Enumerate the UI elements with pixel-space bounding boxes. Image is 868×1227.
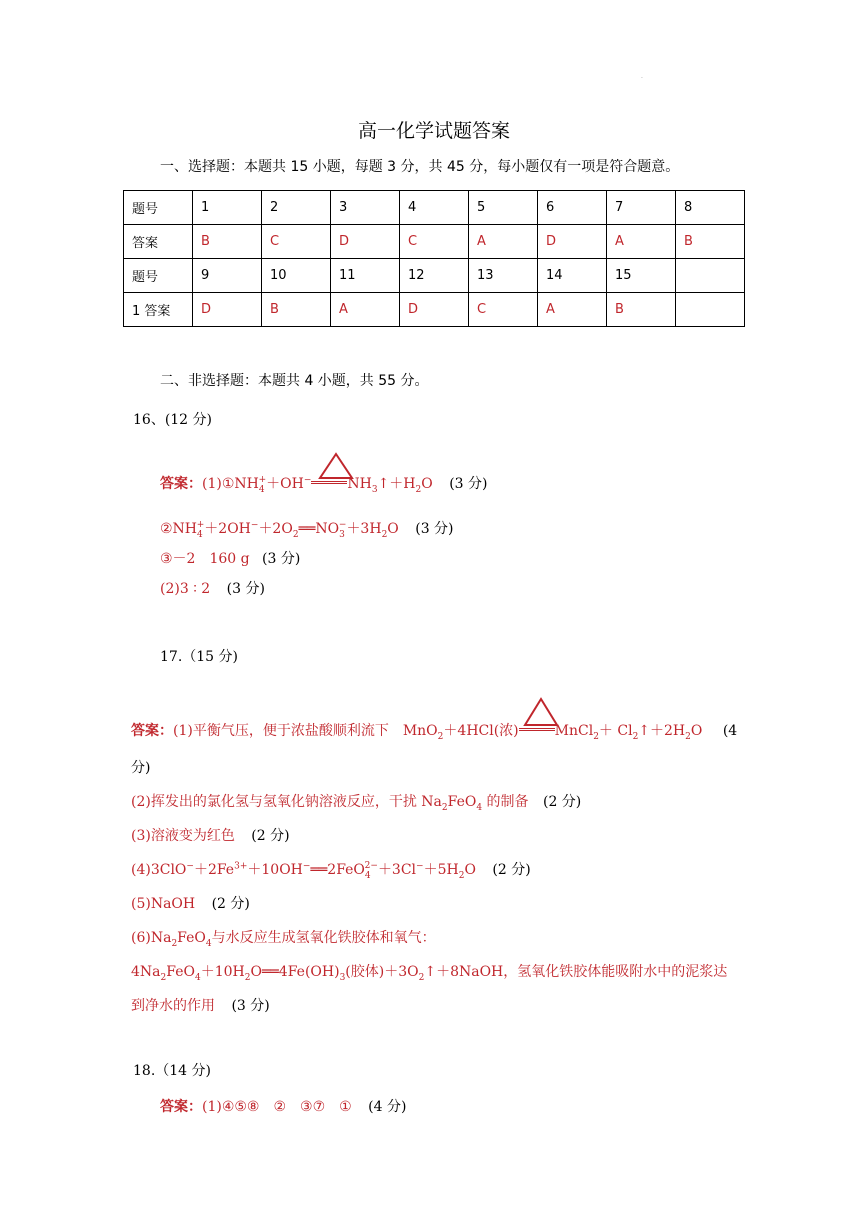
- answer-table-body: [124, 191, 745, 327]
- sub: 2: [171, 938, 178, 949]
- answer-cell: C: [262, 225, 331, 259]
- heating-triangle-icon: [523, 697, 559, 727]
- question-number-cell: 9: [193, 259, 262, 293]
- q17-l7-e: (胶体)＋3O: [345, 964, 419, 980]
- q16-line-3: [160, 548, 300, 568]
- q17-l6-b: FeO: [177, 930, 206, 946]
- q17-l2-c: 的制备: [486, 794, 529, 810]
- q16-heading: 16、(12 分): [133, 412, 213, 428]
- q17-l3: (3)溶液变为红色: [131, 828, 235, 844]
- sub: 2: [415, 484, 422, 495]
- answer-cell: B: [193, 225, 262, 259]
- q17-line-1-cont: [131, 757, 150, 777]
- q17-l4-f: ＋5H: [423, 862, 459, 878]
- answer-cell: B: [262, 293, 331, 327]
- q16-l4-score: (3 分): [226, 581, 265, 597]
- q16-l2-score: (3 分): [415, 521, 454, 537]
- q17-l5: (5)NaOH: [131, 896, 196, 912]
- q16-l2-d: ══NO: [298, 521, 340, 537]
- q17-line-6: [131, 927, 436, 949]
- q17-l4-d: ══2FeO: [310, 862, 365, 878]
- q16-answer-label: 答案：: [160, 476, 202, 492]
- page-title: 高一化学试题答案: [357, 120, 510, 142]
- table-row-header: 1 答案: [124, 293, 193, 327]
- sup: −: [302, 861, 311, 872]
- q17-line-2: [131, 791, 581, 813]
- reaction-arrow: [519, 728, 555, 731]
- sub: 4: [194, 972, 201, 983]
- sub: 2: [381, 529, 388, 540]
- q16-l2-f: O: [387, 521, 399, 537]
- heating-triangle-icon: [318, 452, 354, 480]
- q17-l4-c: ＋10OH: [247, 862, 303, 878]
- q16-line-4: [160, 578, 265, 598]
- q17-l4-e: ＋3Cl: [377, 862, 417, 878]
- q17-line-5: [131, 893, 250, 913]
- answer-table: [123, 190, 745, 327]
- answer-cell: A: [538, 293, 607, 327]
- answer-cell: A: [607, 225, 676, 259]
- sub: 2: [160, 972, 167, 983]
- q17-l1-a: (1)平衡气压，便于浓盐酸顺利流下 MnO: [173, 723, 438, 739]
- q16-l2-e: ＋3H: [346, 521, 382, 537]
- sub: 4: [476, 802, 483, 813]
- sup: −: [338, 520, 347, 531]
- sup: −: [416, 861, 424, 872]
- sub: 2: [244, 972, 251, 983]
- q17-l8: 到净水的作用: [131, 998, 215, 1014]
- q17-l4-score: (2 分): [492, 862, 531, 878]
- q17-l8-score: (3 分): [231, 998, 270, 1014]
- sub: 4: [205, 938, 212, 949]
- q16-l1-b: ＋OH: [266, 476, 304, 492]
- answer-cell: C: [400, 225, 469, 259]
- q17-line-3: [131, 825, 290, 845]
- q16-l1-d: ↑＋H: [377, 476, 416, 492]
- q17-l2-score: (2 分): [542, 794, 582, 810]
- sub: 2: [292, 529, 299, 540]
- q18-answer-label: 答案：: [160, 1099, 202, 1115]
- table-row: [124, 191, 745, 225]
- reaction-arrow: [311, 481, 347, 484]
- section-one-heading: 一、选择题：本题共 15 小题，每题 3 分，共 45 分，每小题仅有一项是符合题意。: [160, 159, 680, 175]
- question-number-cell: [676, 259, 745, 293]
- table-row: [124, 225, 745, 259]
- q17-l5-score: (2 分): [211, 896, 250, 912]
- table-row-header: 题号: [124, 259, 193, 293]
- q16-l4: (2)3 ∶ 2: [160, 581, 211, 597]
- sub: 2: [437, 731, 444, 742]
- stray-mark: .: [641, 73, 643, 80]
- sup: +: [196, 520, 205, 531]
- q17-l4-a: (4)3ClO: [131, 862, 187, 878]
- q16-l2-c: ＋2O: [258, 521, 293, 537]
- q16-l1-score: (3 分): [449, 476, 488, 492]
- question-number-cell: 7: [607, 191, 676, 225]
- answer-cell: D: [331, 225, 400, 259]
- q17-line-8: [131, 995, 270, 1015]
- sub: 2: [418, 972, 425, 983]
- q17-answer-label: 答案：: [131, 723, 173, 739]
- question-number-cell: 15: [607, 259, 676, 293]
- q17-l6-c: 与水反应生成氢氧化铁胶体和氧气：: [211, 930, 436, 946]
- sub: 3: [339, 972, 346, 983]
- sup: −: [186, 861, 194, 872]
- sub: 2: [685, 731, 691, 742]
- sup: −: [250, 520, 259, 531]
- answer-cell: B: [607, 293, 676, 327]
- question-number-cell: 12: [400, 259, 469, 293]
- table-row-header: 答案: [124, 225, 193, 259]
- question-number-cell: 14: [538, 259, 607, 293]
- q17-l7-b: FeO: [166, 964, 195, 980]
- q16-l2-b: ＋2OH: [204, 521, 251, 537]
- question-number-cell: 2: [262, 191, 331, 225]
- q17-l1-score: (4: [722, 723, 738, 739]
- question-number-cell: 11: [331, 259, 400, 293]
- question-number-cell: 5: [469, 191, 538, 225]
- q16-l3-score: (3 分): [262, 551, 301, 567]
- q17-l7-f: ↑＋8NaOH，氢氧化铁胶体能吸附水中的泥浆达: [424, 964, 728, 980]
- q18-heading: 18.（14 分): [133, 1063, 211, 1079]
- q17-line-1: [131, 720, 737, 742]
- sub: 2: [632, 731, 639, 742]
- sup: +: [258, 475, 267, 486]
- q16-l3: ③－2 160 g: [160, 551, 250, 567]
- q17-l4-b: ＋2Fe: [193, 862, 235, 878]
- sup: 2−: [364, 861, 378, 872]
- q17-l2-a: (2)挥发出的氯化氢与氢氧化钠溶液反应，干扰 Na: [131, 794, 442, 810]
- q17-l3-score: (2 分): [251, 828, 290, 844]
- question-number-cell: 13: [469, 259, 538, 293]
- sub: 3: [371, 484, 378, 495]
- question-number-cell: 10: [262, 259, 331, 293]
- q17-l1-c: MnCl: [554, 723, 594, 739]
- answer-cell: B: [676, 225, 745, 259]
- table-row-header: 题号: [124, 191, 193, 225]
- q17-l7-c: ＋10H: [200, 964, 245, 980]
- sup: −: [303, 475, 312, 486]
- q16-l1-e: O: [421, 476, 433, 492]
- sub: 2: [593, 731, 599, 742]
- q17-l1-f: O: [690, 723, 703, 739]
- answer-cell: D: [538, 225, 607, 259]
- sub: 4: [258, 484, 265, 495]
- q16-l2-a: ②NH: [160, 521, 198, 537]
- answer-cell: D: [400, 293, 469, 327]
- q18-l1: (1)④⑤⑧ ② ③⑦ ①: [202, 1099, 352, 1115]
- table-row: [124, 293, 745, 327]
- question-number-cell: 6: [538, 191, 607, 225]
- q17-heading: 17.（15 分): [160, 649, 238, 665]
- q17-l6-a: (6)Na: [131, 930, 172, 946]
- q17-l2-b: FeO: [447, 794, 477, 810]
- answer-cell: C: [469, 293, 538, 327]
- q17-line-7: [131, 961, 727, 983]
- q17-l4-g: O: [464, 862, 476, 878]
- q17-l7-d: O══4Fe(OH): [250, 964, 340, 980]
- sub: 2: [441, 802, 448, 813]
- q16-l1-a: (1)①NH: [202, 476, 259, 492]
- question-number-cell: 3: [331, 191, 400, 225]
- sub: 4: [197, 529, 203, 540]
- q17-l1-d: ＋ Cl: [598, 723, 633, 739]
- sub: 4: [364, 870, 371, 881]
- q17-l1-b: ＋4HCl(浓): [443, 723, 519, 739]
- q16-l1-c: NH: [347, 476, 372, 492]
- question-number-cell: 8: [676, 191, 745, 225]
- answer-cell: A: [469, 225, 538, 259]
- q17-l1-e: ↑＋2H: [638, 723, 686, 739]
- q16-line-2: [160, 518, 454, 540]
- q17-l7-a: 4Na: [131, 964, 161, 980]
- q17-l1-score-cont: 分): [131, 760, 151, 776]
- answer-cell: A: [331, 293, 400, 327]
- q18-line-1: [160, 1096, 406, 1116]
- question-number-cell: 4: [400, 191, 469, 225]
- table-row: [124, 259, 745, 293]
- question-number-cell: 1: [193, 191, 262, 225]
- q17-line-4: [131, 859, 531, 881]
- answer-cell: D: [193, 293, 262, 327]
- sub: 3: [339, 529, 345, 540]
- sup: 3+: [234, 861, 248, 872]
- answer-cell: [676, 293, 745, 327]
- section-two-heading: 二、非选择题：本题共 4 小题，共 55 分。: [160, 373, 429, 389]
- sub: 2: [458, 870, 465, 881]
- q18-l1-score: (4 分): [368, 1099, 407, 1115]
